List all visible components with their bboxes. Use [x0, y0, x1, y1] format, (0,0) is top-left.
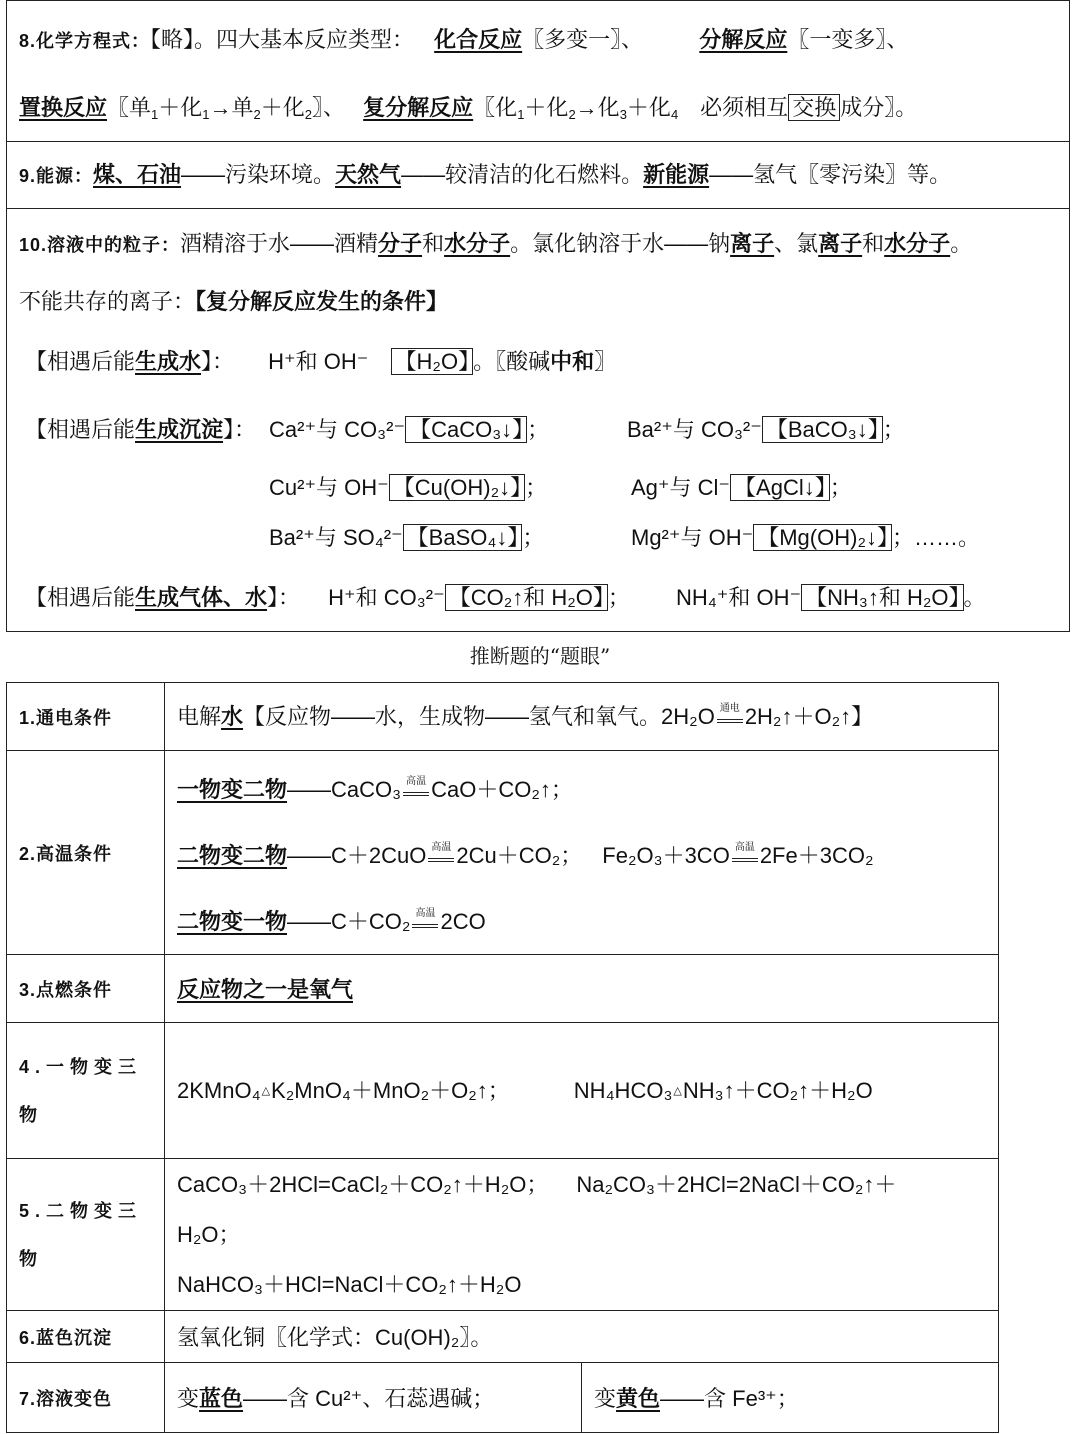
reaction-type-decomposition: 分解反应 [699, 27, 788, 52]
ions: Ba²⁺与 CO₃²⁻ [627, 417, 762, 442]
l1c: CaO＋CO₂↑； [431, 776, 573, 802]
cond: 通电 [719, 702, 740, 714]
and: 和 [862, 231, 885, 256]
pre: 【相遇后能 [25, 585, 136, 610]
end: 。 [950, 231, 973, 256]
reaction-type-combination-desc: 〖多变一〗、 [522, 27, 644, 52]
sec8-line2 [19, 93, 917, 123]
condition-high-temp [410, 907, 440, 934]
sec8-label: 8.化学方程式： [19, 31, 151, 51]
section-9 [6, 141, 1070, 209]
energy-new-desc: ——氢气〖零污染〗等。 [709, 162, 952, 187]
l2c: 2Cu＋CO₂； [456, 842, 583, 868]
row-content-a [165, 1363, 582, 1433]
ppt-title: 生成沉淀 [135, 417, 224, 442]
condition-high-temp [401, 775, 431, 802]
sec10-line1 [19, 229, 972, 260]
t1: 酒精溶于水——酒精 [180, 231, 379, 256]
and: 和 [422, 231, 445, 256]
energy-coal-oil: 煤、石油 [93, 162, 182, 187]
tail-a: 。〖酸碱 [473, 349, 551, 374]
sec9-label: 9.能源： [19, 166, 94, 186]
sub: 2 [253, 107, 261, 122]
post: 】： [267, 585, 301, 610]
semi: ； [829, 475, 852, 500]
ellipsis: ；……。 [892, 525, 981, 550]
label: 6.蓝色沉淀 [19, 1327, 113, 1348]
post: 】： [223, 417, 257, 442]
water-molecule: 水分子 [884, 231, 951, 256]
pre: 【相遇后能 [25, 349, 136, 374]
row-content [165, 751, 999, 955]
pre: 【相遇后能 [25, 417, 136, 442]
condition-electric [715, 702, 745, 729]
cond: 高温 [734, 841, 755, 853]
t2: 。氯化钠溶于水——钠 [510, 231, 731, 256]
water-title: 生成水 [135, 349, 202, 374]
l2b: ——C＋2CuO [287, 842, 427, 868]
product-box: 【CaCO₃↓】 [405, 416, 527, 443]
ppt-3 [269, 473, 547, 503]
tail-c: 〗 [594, 349, 617, 374]
semi: ； [525, 475, 548, 500]
row-label [7, 1363, 165, 1433]
product-box: 【AgCl↓】 [730, 474, 830, 501]
blue: 蓝色 [199, 1386, 244, 1411]
heat-triangle-icon: △ [261, 1084, 271, 1097]
l1b: ——CaCO₃ [287, 776, 402, 802]
ions: NH₄⁺和 OH⁻ [676, 585, 802, 610]
product-box: 【Mg(OH)₂↓】 [753, 524, 892, 551]
sec8-intro: 【略】。四大基本反应类型： [150, 27, 415, 52]
condition-high-temp [730, 841, 760, 868]
l2e: 2Fe＋3CO₂ [759, 842, 874, 868]
sec10-line2 [19, 287, 448, 317]
reaction-type-combination: 化合反应 [434, 27, 523, 52]
b1: 变 [594, 1386, 617, 1411]
row-content [165, 1023, 999, 1159]
row-content-b [582, 1363, 999, 1433]
ppt-6 [631, 523, 980, 553]
caption-title: 推断题的“题眼” [469, 644, 611, 668]
water-product-box: 【H₂O】 [391, 348, 474, 375]
ions: H⁺和 CO₃²⁻ [328, 585, 445, 610]
ppt-5 [269, 523, 544, 553]
product-box: 【NH₃↑和 H₂O】 [801, 584, 963, 611]
sub: 4 [670, 107, 679, 122]
row-label [7, 955, 165, 1023]
l3a: 二物变一物 [177, 908, 288, 934]
b3: ——含 Fe³⁺； [660, 1386, 799, 1411]
a3: ——含 Cu²⁺、石蕊遇碱； [243, 1386, 495, 1411]
dd-b: ＋化 [524, 95, 569, 120]
water-ions: H⁺和 OH⁻ [268, 349, 369, 374]
d: 2H₂↑＋O₂↑】 [744, 703, 874, 729]
t3: 、氯 [774, 231, 819, 256]
e2b: NH₃↑＋CO₂↑＋H₂O [682, 1077, 873, 1103]
ion: 离子 [730, 231, 775, 256]
semi: ； [522, 525, 545, 550]
disp-e: 〗、 [312, 95, 346, 120]
c: 【反应物——水，生成物——氢气和氧气。2H₂O [243, 703, 715, 729]
l1: CaCO₃＋2HCl=CaCl₂＋CO₂↑＋H₂O； [177, 1171, 549, 1197]
sub: 1 [151, 107, 159, 122]
exchange-box: 交换 [788, 94, 840, 121]
sec10-label: 10.溶液中的粒子： [19, 235, 181, 255]
sec8-line1 [19, 25, 908, 56]
sub: 2 [568, 107, 576, 122]
product-box: 【CO₂↑和 H₂O】 [445, 584, 608, 611]
l2: H₂O； [177, 1221, 241, 1247]
label: 2.高温条件 [19, 843, 113, 864]
cond: 高温 [415, 907, 436, 919]
ppt-4 [631, 473, 852, 503]
label-b: 物 [19, 1104, 43, 1125]
molecule: 分子 [378, 231, 423, 256]
ion: 离子 [818, 231, 863, 256]
label: 1.通电条件 [19, 707, 113, 728]
e2a: NH₄HCO₃ [573, 1077, 673, 1103]
tail-b: 中和 [550, 349, 595, 374]
disp-d: ＋化 [260, 95, 305, 120]
ions: Ba²⁺与 SO₄²⁻ [269, 525, 403, 550]
energy-coal-desc: ——污染环境。 [181, 162, 336, 187]
l3c: 2CO [440, 908, 486, 934]
end: 。 [963, 585, 986, 610]
table-row [7, 955, 999, 1023]
ppt-1 [269, 415, 549, 445]
cond: 高温 [406, 775, 427, 787]
l1b: Na₂CO₃＋2HCl=2NaCl＋CO₂↑＋ [576, 1171, 897, 1197]
l3b: ——C＋CO₂ [287, 908, 411, 934]
water-molecule: 水分子 [444, 231, 511, 256]
semi: ； [882, 417, 905, 442]
line2b: 【复分解反应发生的条件】 [195, 289, 449, 314]
sec9-line [19, 160, 951, 191]
l3: NaHCO₃＋HCl=NaCl＋CO₂↑＋H₂O [177, 1271, 522, 1297]
a: 氢氧化铜〖化学式：Cu(OH)₂〗。 [177, 1325, 493, 1350]
sub: 1 [517, 107, 525, 122]
line2a: 不能共存的离子： [19, 289, 196, 314]
reaction-type-double-displacement: 复分解反应 [363, 95, 474, 120]
yellow: 黄色 [616, 1386, 661, 1411]
heat-triangle-icon: △ [673, 1084, 682, 1097]
row-content [165, 1311, 999, 1363]
table-row [7, 683, 999, 751]
row-content [165, 683, 999, 751]
dd-e: 必须相互 [700, 95, 789, 120]
table-row [7, 1363, 999, 1433]
disp-c: →单 [209, 95, 254, 120]
dd-d: ＋化 [626, 95, 671, 120]
disp-b: ＋化 [158, 95, 203, 120]
ppt-2 [627, 415, 905, 445]
ions: Ca²⁺与 CO₃²⁻ [269, 417, 406, 442]
a: 电解 [177, 703, 222, 729]
row-label [7, 751, 165, 955]
table-row [7, 751, 999, 955]
label: 7.溶液变色 [19, 1388, 113, 1409]
water-row [25, 347, 616, 377]
dd-c: →化 [575, 95, 620, 120]
ppt-row-1 [25, 415, 256, 445]
oxygen-reactant: 反应物之一是氧气 [177, 977, 354, 1002]
reaction-type-displacement: 置换反应 [19, 95, 108, 120]
table-row [7, 1023, 999, 1159]
a1: 变 [177, 1386, 200, 1411]
l2a: 二物变二物 [177, 842, 288, 868]
l2d: Fe₂O₃＋3CO [602, 842, 730, 868]
table-row [7, 1159, 999, 1311]
table-row [7, 1311, 999, 1363]
sub: 3 [619, 107, 627, 122]
inference-table [6, 682, 999, 1433]
water: 水 [221, 703, 244, 729]
l1a: 一物变二物 [177, 776, 288, 802]
e1a: 2KMnO₄ [177, 1077, 261, 1103]
gas-title: 生成气体、水 [135, 585, 268, 610]
semi: ； [527, 417, 550, 442]
row-label [7, 1159, 165, 1311]
cond: 高温 [431, 841, 452, 853]
product-box: 【BaCO₃↓】 [762, 416, 883, 443]
sub: 1 [202, 107, 210, 122]
ions: Ag⁺与 Cl⁻ [631, 475, 731, 500]
sub: 2 [304, 107, 313, 122]
product-box: 【BaSO₄↓】 [403, 524, 523, 551]
product-box: 【Cu(OH)₂↓】 [389, 474, 525, 501]
semi: ； [607, 585, 630, 610]
dd-a: 〖化 [473, 95, 518, 120]
ions: Cu²⁺与 OH⁻ [269, 475, 389, 500]
e1b: K₂MnO₄＋MnO₂＋O₂↑； [271, 1077, 510, 1103]
label-a: 4.一物变三 [19, 1056, 143, 1077]
energy-gas-desc: ——较清洁的化石燃料。 [401, 162, 644, 187]
section-8 [6, 0, 1070, 142]
dd-f: 成分〗。 [840, 95, 918, 120]
section-10 [6, 208, 1070, 632]
label-a: 5.二物变三 [19, 1200, 143, 1221]
label-b: 物 [19, 1248, 43, 1269]
energy-natural-gas: 天然气 [335, 162, 402, 187]
label: 3.点燃条件 [19, 979, 113, 1000]
row-label [7, 1311, 165, 1363]
gas-row [25, 583, 986, 613]
reaction-type-decomposition-desc: 〖一变多〗、 [787, 27, 909, 52]
energy-new: 新能源 [643, 162, 710, 187]
post: 】： [201, 349, 235, 374]
row-label [7, 683, 165, 751]
disp-a: 〖单 [107, 95, 152, 120]
row-label [7, 1023, 165, 1159]
ions: Mg²⁺与 OH⁻ [631, 525, 754, 550]
condition-high-temp [426, 841, 456, 868]
row-content [165, 1159, 999, 1311]
row-content [165, 955, 999, 1023]
